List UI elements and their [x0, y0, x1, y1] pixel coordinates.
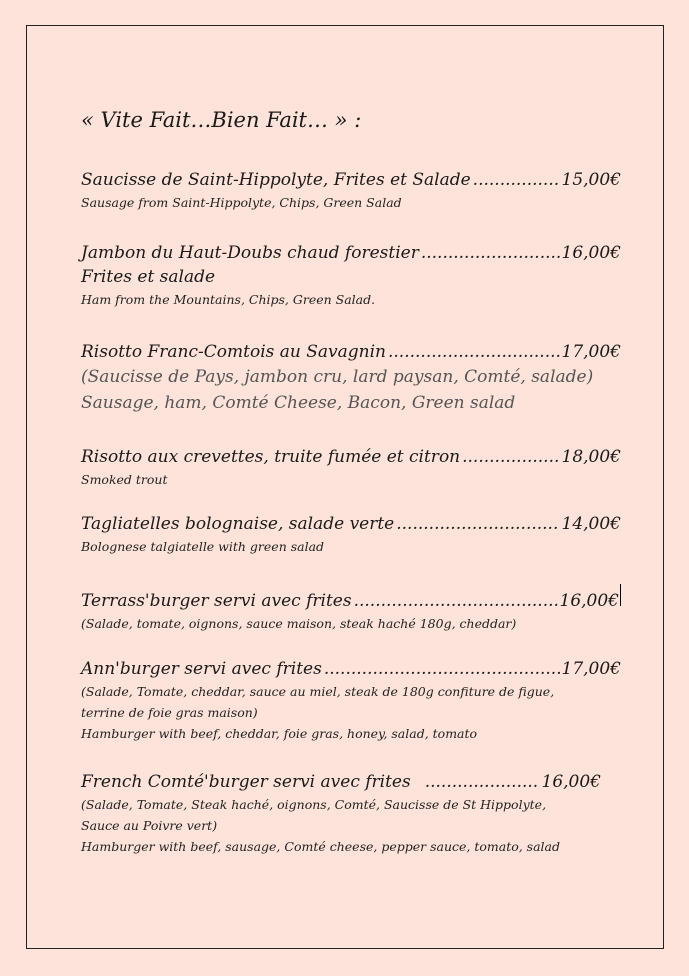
item-name: Tagliatelles bolognaise, salade verte: [81, 514, 395, 534]
menu-item: [81, 168, 621, 213]
item-name: Terrass'burger servi avec frites: [81, 591, 352, 611]
menu-item: [81, 445, 621, 490]
item-description: Ham from the Mountains, Chips, Green Salad.: [81, 292, 376, 307]
leader-dots: [388, 340, 560, 364]
menu-item: [81, 512, 621, 557]
item-price: 17,00€: [561, 342, 621, 362]
item-price: 17,00€: [561, 659, 621, 679]
leader-dots: [462, 445, 559, 469]
leader-dots: [396, 512, 559, 536]
menu-item: [81, 584, 621, 634]
item-description: Hamburger with beef, cheddar, foie gras, honey, salad, tomato: [81, 726, 478, 741]
item-name: Risotto aux crevettes, truite fumée et citron: [81, 447, 461, 467]
item-description: Sauce au Poivre vert): [81, 818, 218, 833]
leader-dots: [473, 168, 560, 192]
item-name: French Comté'burger servi avec frites: [81, 772, 411, 792]
item-price: 16,00€: [559, 591, 619, 611]
item-price: 14,00€: [561, 514, 621, 534]
leader-dots: [324, 657, 560, 681]
item-description: (Salade, Tomate, Steak haché, oignons, Comté, Saucisse de St Hippolyte,: [81, 797, 547, 812]
item-subtitle: Frites et salade: [81, 267, 216, 287]
item-description: terrine de foie gras maison): [81, 705, 258, 720]
menu-item: [81, 770, 601, 857]
menu-section-title: « Vite Fait…Bien Fait… » :: [81, 108, 362, 132]
item-price: 16,00€: [561, 243, 621, 263]
text-cursor: [620, 584, 621, 606]
item-name: Risotto Franc-Comtois au Savagnin: [81, 342, 386, 362]
item-description: (Salade, Tomate, cheddar, sauce au miel, steak de 180g confiture de figue,: [81, 684, 555, 699]
item-name: Jambon du Haut-Doubs chaud forestier: [81, 243, 419, 263]
leader-dots: [421, 241, 560, 265]
leader-dots: [425, 770, 540, 794]
item-price: 15,00€: [561, 170, 621, 190]
item-price: 16,00€: [541, 772, 601, 792]
item-description: Bolognese talgiatelle with green salad: [81, 539, 325, 554]
menu-item: [81, 340, 621, 416]
item-description: Smoked trout: [81, 472, 168, 487]
item-description: Sausage from Saint-Hippolyte, Chips, Green Salad: [81, 195, 402, 210]
item-description: Sausage, ham, Comté Cheese, Bacon, Green salad: [81, 393, 516, 413]
item-description: (Saucisse de Pays, jambon cru, lard paysan, Comté, salade): [81, 367, 594, 387]
item-description: (Salade, tomate, oignons, sauce maison, steak haché 180g, cheddar): [81, 616, 517, 631]
item-price: 18,00€: [561, 447, 621, 467]
leader-dots: [354, 589, 558, 613]
menu-item: [81, 241, 621, 310]
item-description: Hamburger with beef, sausage, Comté cheese, pepper sauce, tomato, salad: [81, 839, 561, 854]
item-name: Ann'burger servi avec frites: [81, 659, 322, 679]
menu-item: [81, 657, 621, 744]
item-name: Saucisse de Saint-Hippolyte, Frites et Salade: [81, 170, 471, 190]
